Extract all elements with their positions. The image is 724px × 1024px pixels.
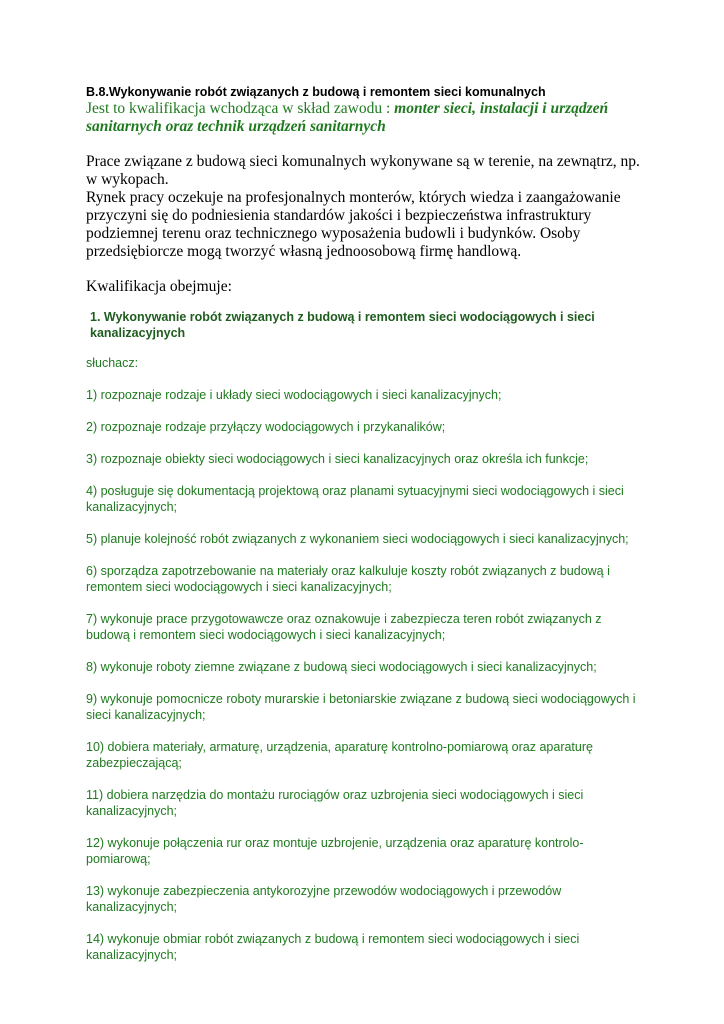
list-item: 14) wykonuje obmiar robót związanych z budową i remontem sieci wodociągowych i sieci kanalizacyjnych; (86, 932, 580, 962)
listener-label: słuchacz: (86, 356, 139, 370)
list-item: 1) rozpoznaje rodzaje i układy sieci wodociągowych i sieci kanalizacyjnych; (86, 388, 502, 402)
list-item: 9) wykonuje pomocnicze roboty murarskie i betoniarskie związane z budową sieci wodociągowych i sieci kanalizacyjnych; (86, 692, 636, 722)
learning-outcomes-list (86, 387, 646, 963)
document-title: B.8.Wykonywanie robót związanych z budową i remontem sieci komunalnych (86, 85, 546, 99)
section-heading: 1. Wykonywanie robót związanych z budową i remontem sieci wodociągowych i sieci kanalizacyjnych (90, 310, 595, 340)
list-item: 10) dobiera materiały, armaturę, urządzenia, aparaturę kontrolno-pomiarową oraz aparaturę zabezpieczającą; (86, 740, 593, 770)
list-item: 6) sporządza zapotrzebowanie na materiały oraz kalkuluje koszty robót związanych z budową i remontem sieci wodociągowych i sieci kanalizacyjnych; (86, 564, 610, 594)
document-page (86, 84, 646, 963)
intro-paragraph-1: Prace związane z budową sieci komunalnych wykonywane są w terenie, na zewnątrz, np. w wykopach. (86, 153, 640, 188)
list-item: 5) planuje kolejność robót związanych z wykonaniem sieci wodociągowych i sieci kanalizacyjnych; (86, 532, 629, 546)
intro-paragraph-3: Kwalifikacja obejmuje: (86, 278, 232, 295)
list-item: 7) wykonuje prace przygotowawcze oraz oznakowuje i zabezpiecza teren robót związanych z budową i remontem sieci wodociągowych i sieci kanalizacyjnych; (86, 612, 602, 642)
list-item: 8) wykonuje roboty ziemne związane z budową sieci wodociągowych i sieci kanalizacyjnych; (86, 660, 597, 674)
list-item: 2) rozpoznaje rodzaje przyłączy wodociągowych i przykanalików; (86, 420, 446, 434)
list-item: 3) rozpoznaje obiekty sieci wodociągowych i sieci kanalizacyjnych oraz określa ich funkcje; (86, 452, 589, 466)
list-item: 13) wykonuje zabezpieczenia antykorozyjne przewodów wodociągowych i przewodów kanalizacyjnych; (86, 884, 562, 914)
list-item: 4) posługuje się dokumentacją projektową oraz planami sytuacyjnymi sieci wodociągowych i sieci kanalizacyjnych; (86, 484, 624, 514)
list-item: 11) dobiera narzędzia do montażu rurociągów oraz uzbrojenia sieci wodociągowych i sieci kanalizacyjnych; (86, 788, 584, 818)
intro-paragraph-2: Rynek pracy oczekuje na profesjonalnych monterów, których wiedza i zaangażowanie przyczyni się do podniesienia standardów jakości i bezpieczeństwa infrastruktury podziemnej terenu oraz technicznego wyposażenia budowli i budynków. Osoby przedsiębiorcze mogą tworzyć własną jednoosobową firmę handlową. (86, 189, 621, 260)
qualification-note (86, 100, 646, 136)
qualification-intro: Jest to kwalifikacja wchodząca w skład zawodu : (86, 100, 395, 117)
qualification-professions: monter sieci, instalacji i urządzeń sanitarnych oraz technik urządzeń sanitarnych (86, 100, 609, 135)
list-item: 12) wykonuje połączenia rur oraz montuje uzbrojenie, urządzenia oraz aparaturę kontrolo-pomiarową; (86, 836, 584, 866)
